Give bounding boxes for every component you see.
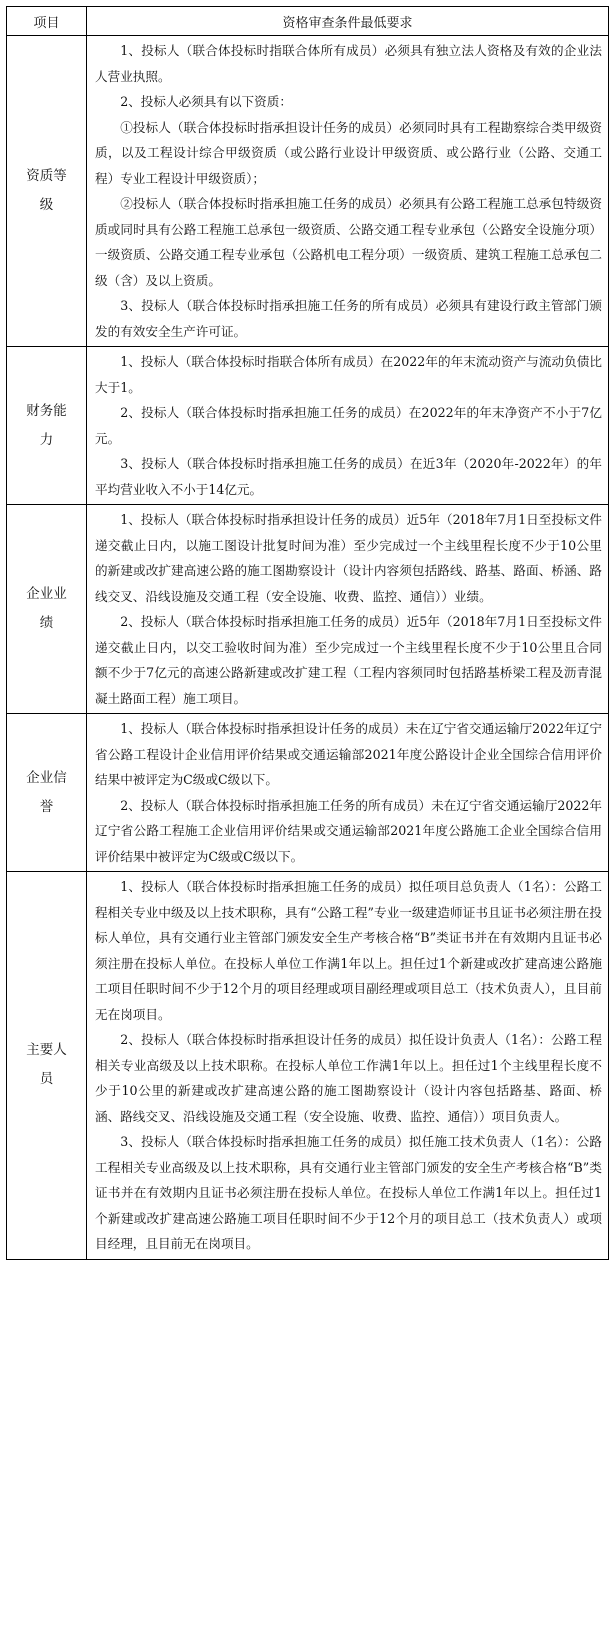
requirements-document [6, 6, 608, 1260]
row-label-line: 财务能 [26, 402, 67, 419]
table-row-performance [7, 505, 609, 714]
row-label-line: 企业信 [26, 769, 67, 786]
requirement-paragraph: ①投标人（联合体投标时指承担设计任务的成员）必须同时具有工程勘察综合类甲级资质，以及工程设计综合甲级资质（或公路行业设计甲级资质、或公路行业（公路、交通工程）专业工程设计甲级资质）； [95, 119, 602, 186]
row-label-line: 绩 [39, 615, 54, 631]
requirement-paragraph: 2、投标人（联合体投标时指承担施工任务的成员）近5年（2018年7月1日至投标文件递交截止日内，以交工验收时间为准）至少完成过一个主线里程长度不少于10公里且合同额不少于7亿元的高速公路新建或改扩建工程（工程内容须同时包括路基桥梁工程及沥青混凝土路面工程）施工项目。 [95, 614, 602, 706]
row-label-line: 员 [39, 1071, 54, 1088]
requirement-paragraph: 2、投标人（联合体投标时指承担设计任务的成员）拟任设计负责人（1名）：公路工程相关专业高级及以上技术职称。在投标人单位工作满1年以上。担任过1个主线里程长度不少于10公里的新建或改扩建高速公路的施工图勘察设计（设计内容包括路基、路面、桥涵、路线交叉、沿线设施及交通工程（安全设施、收费、监控、通信））项目负责人。 [95, 1032, 602, 1124]
table-row-qualification [7, 36, 609, 347]
row-content-personnel [87, 872, 609, 1260]
row-label-line: 企业业 [26, 586, 67, 602]
requirement-paragraph: 1、投标人（联合体投标时指承担设计任务的成员）近5年（2018年7月1日至投标文件递交截止日内，以施工图设计批复时间为准）至少完成过一个主线里程长度不少于10公里的新建或改扩建高速公路的施工图勘察设计（设计内容须包括路线、路基、路面、桥涵、路线交叉、沿线设施及交通工程（安全设施、收费、监控、通信））业绩。 [95, 512, 602, 604]
row-label-line: 誉 [39, 798, 54, 815]
row-content-performance [87, 505, 609, 714]
table-header-row [7, 7, 609, 36]
header-requirement: 资格审查条件最低要求 [87, 7, 609, 36]
requirement-paragraph: 2、投标人（联合体投标时指承担施工任务的所有成员）未在辽宁省交通运输厅2022年辽宁省公路工程施工企业信用评价结果或交通运输部2021年度公路施工企业全国综合信用评价结果中被评定为C级或C级以下。 [95, 797, 602, 864]
requirement-paragraph: 2、投标人必须具有以下资质： [120, 94, 292, 109]
row-label-performance [7, 505, 87, 714]
row-label-line: 力 [39, 431, 54, 448]
row-content-qualification [87, 36, 609, 347]
header-item: 项目 [7, 7, 87, 36]
row-label-line: 级 [39, 197, 54, 213]
row-label-qualification [7, 36, 87, 347]
requirement-paragraph: 2、投标人（联合体投标时指承担施工任务的成员）在2022年的年末净资产不小于7亿元。 [95, 405, 602, 446]
row-label-reputation [7, 714, 87, 872]
requirement-paragraph: ②投标人（联合体投标时指承担施工任务的成员）必须具有公路工程施工总承包特级资质或同时具有公路工程施工总承包一级资质、公路交通工程专业承包（公路安全设施分项）一级资质、公路交通工程专业承包（公路机电工程分项）一级资质、建筑工程施工总承包二级（含）及以上资质。 [95, 196, 602, 288]
requirement-paragraph: 3、投标人（联合体投标时指承担施工任务的所有成员）必须具有建设行政主管部门颁发的有效安全生产许可证。 [95, 298, 602, 339]
row-content-reputation [87, 714, 609, 872]
table-row-personnel [7, 872, 609, 1260]
row-label-personnel [7, 872, 87, 1260]
requirement-paragraph: 1、投标人（联合体投标时指联合体所有成员）必须具有独立法人资格及有效的企业法人营业执照。 [95, 43, 602, 84]
qualification-table [6, 6, 609, 1260]
requirement-paragraph: 1、投标人（联合体投标时指承担设计任务的成员）未在辽宁省交通运输厅2022年辽宁省公路工程设计企业信用评价结果或交通运输部2021年度公路设计企业全国综合信用评价结果中被评定为C级或C级以下。 [95, 721, 602, 787]
row-content-finance [87, 347, 609, 505]
row-label-line: 主要人 [26, 1042, 67, 1059]
table-row-reputation [7, 714, 609, 872]
requirement-paragraph: 1、投标人（联合体投标时指承担施工任务的成员）拟任项目总负责人（1名）：公路工程相关专业中级及以上技术职称，具有“公路工程”专业一级建造师证书且证书必须注册在投标人单位，具有交通行业主管部门颁发安全生产考核合格“B”类证书并在有效期内且证书必须注册在投标人单位。在投标人单位工作满1年以上。担任过1个新建或改扩建高速公路施工项目任职时间不少于12个月的项目经理或项目副经理或项目总工（技术负责人），且目前无在岗项目。 [95, 879, 602, 1022]
table-row-finance [7, 347, 609, 505]
row-label-finance [7, 347, 87, 505]
requirement-paragraph: 1、投标人（联合体投标时指联合体所有成员）在2022年的年末流动资产与流动负债比大于1。 [95, 354, 602, 395]
row-label-line: 资质等 [26, 168, 67, 184]
requirement-paragraph: 3、投标人（联合体投标时指承担施工任务的成员）拟任施工技术负责人（1名）：公路工程相关专业高级及以上技术职称，具有交通行业主管部门颁发的安全生产考核合格“B”类证书并在有效期内且证书必须注册在投标人单位。在投标人单位工作满1年以上。担任过1个新建或改扩建高速公路施工项目任职时间不少于12个月的项目总工（技术负责人）或项目经理，且目前无在岗项目。 [95, 1134, 602, 1251]
requirement-paragraph: 3、投标人（联合体投标时指承担施工任务的成员）在近3年（2020年-2022年）的年平均营业收入不小于14亿元。 [95, 456, 602, 497]
